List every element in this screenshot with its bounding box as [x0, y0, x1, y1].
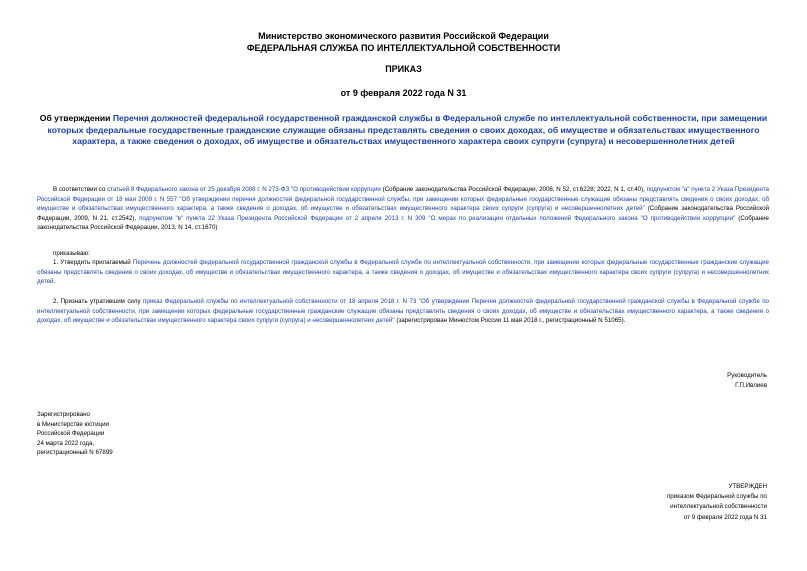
registration-line-5: регистрационный N 67899	[37, 449, 113, 457]
approval-block	[667, 482, 767, 523]
item-2-paragraph	[37, 297, 769, 326]
item-2-end: (зарегистрирован Минюстом России 11 мая 2018 г., регистрационный N 51065).	[394, 317, 626, 325]
item-2-text: 2. Признать утратившим силу	[53, 298, 144, 305]
item-1-end: .	[53, 278, 56, 286]
item-1-paragraph	[37, 258, 769, 287]
document-type: ПРИКАЗ	[385, 64, 422, 74]
orders-word: приказываю:	[53, 250, 90, 257]
decree-557-link[interactable]: подпунктом "а" пункта 2 Указа Президента Российской Федерации от 18 мая 2009 г. N 557 "Об утверждении перечня должностей федеральной государственной службы, при замещении которых федеральные государственные служащие обязаны представлять сведения о своих доходах, об имуществе и обязательствах имущественного характера, а также сведения о доходах, об имуществе и обязательствах имущественного характера своих супруги (супруга) и несовершеннолетних детей"	[37, 186, 769, 213]
preamble-text-3: (Собрание законодательства Российской Федерации, 2009, N 21, ст.2542),	[37, 205, 769, 222]
issuer-block	[40, 30, 767, 54]
law-273-link[interactable]: статьей 8 Федерального закона от 25 декабря 2008 г. N 273-ФЗ "О противодействии коррупции	[107, 186, 381, 193]
signer-title: Руководитель	[727, 372, 767, 379]
list-of-positions-link[interactable]: Перечень должностей федеральной государственной гражданской службы в Федеральной службе по интеллектуальной собственности, при замещении которых федеральные государственные гражданские служащие обязаны представлять сведения о своих доходах, об имуществе и обязательствах имущественного характера, а также сведения о доходах, об имуществе и обязательствах имущественного характера своих супруги (супруга) и несовершеннолетних детей	[37, 259, 769, 286]
item-1-text: 1. Утвердить прилагаемый	[53, 259, 133, 266]
subject-link[interactable]: Перечня должностей федеральной государственной гражданской службы в Федеральной службе по интеллектуальной собственности, при замещении которых федеральные государственные гражданские служащие обязаны представлять сведения о своих доходах, об имуществе и обязательствах имущественного характера, а также сведения о доходах, об имуществе и обязательствах имущественного характера своих супруги (супруга) и несовершеннолетних детей	[47, 113, 768, 146]
document-date: от 9 февраля 2022 года N 31	[340, 88, 467, 98]
approval-line-4: от 9 февраля 2022 года N 31	[683, 513, 767, 521]
registration-line-4: 24 марта 2022 года,	[37, 439, 95, 447]
service-name: ФЕДЕРАЛЬНАЯ СЛУЖБА ПО ИНТЕЛЛЕКТУАЛЬНОЙ СОБСТВЕННОСТИ	[246, 43, 561, 53]
decree-309-link[interactable]: подпунктом "в" пункта 22 Указа Президента Российской Федерации от 2 апреля 2013 г. N 309 "О мерах по реализации отдельных положений Федерального закона "О противодействии коррупции"	[139, 214, 736, 222]
preamble-text-1: В соответствии со	[53, 186, 107, 193]
signer-name: Г.П.Ивлиев	[735, 381, 767, 389]
preamble-text-2: (Собрание законодательства Российской Федерации, 2008, N 52, ст.6228; 2022, N 1, ст.40),	[380, 186, 647, 193]
order-73-link[interactable]: приказ Федеральной службы по интеллектуальной собственности от 18 апреля 2018 г. N 73 "Об утверждении Перечня должностей федеральной государственной гражданской службы в Федеральной службе по интеллектуальной собственности, при замещении которых федеральные государственные гражданские служащие обязаны представлять сведения о своих доходах, об имуществе и обязательствах имущественного характера, а также сведения о доходах, об имуществе и обязательствах имущественного характера своих супруги (супруга) и несовершеннолетних детей"	[37, 298, 769, 325]
approval-line-2: приказом Федеральной службы по	[666, 493, 767, 501]
registration-line-3: Российской Федерации	[37, 430, 105, 438]
registration-line-1: Зарегистрировано	[37, 411, 90, 418]
document-subject	[30, 113, 777, 148]
preamble-text-4: (Собрание законодательства Российской Федерации, 2013, N 14, ст.1670)	[37, 214, 769, 232]
approval-line-1: УТВЕРЖДЕН	[728, 483, 767, 490]
approval-line-3: интеллектуальной собственности	[670, 503, 767, 511]
registration-block	[37, 410, 113, 458]
registration-line-2: в Министерстве юстиции	[37, 420, 110, 428]
ministry-name: Министерство экономического развития Российской Федерации	[258, 31, 549, 41]
subject-prefix: Об утверждении	[39, 113, 113, 123]
signature-block	[727, 371, 767, 390]
preamble-paragraph	[37, 185, 769, 233]
